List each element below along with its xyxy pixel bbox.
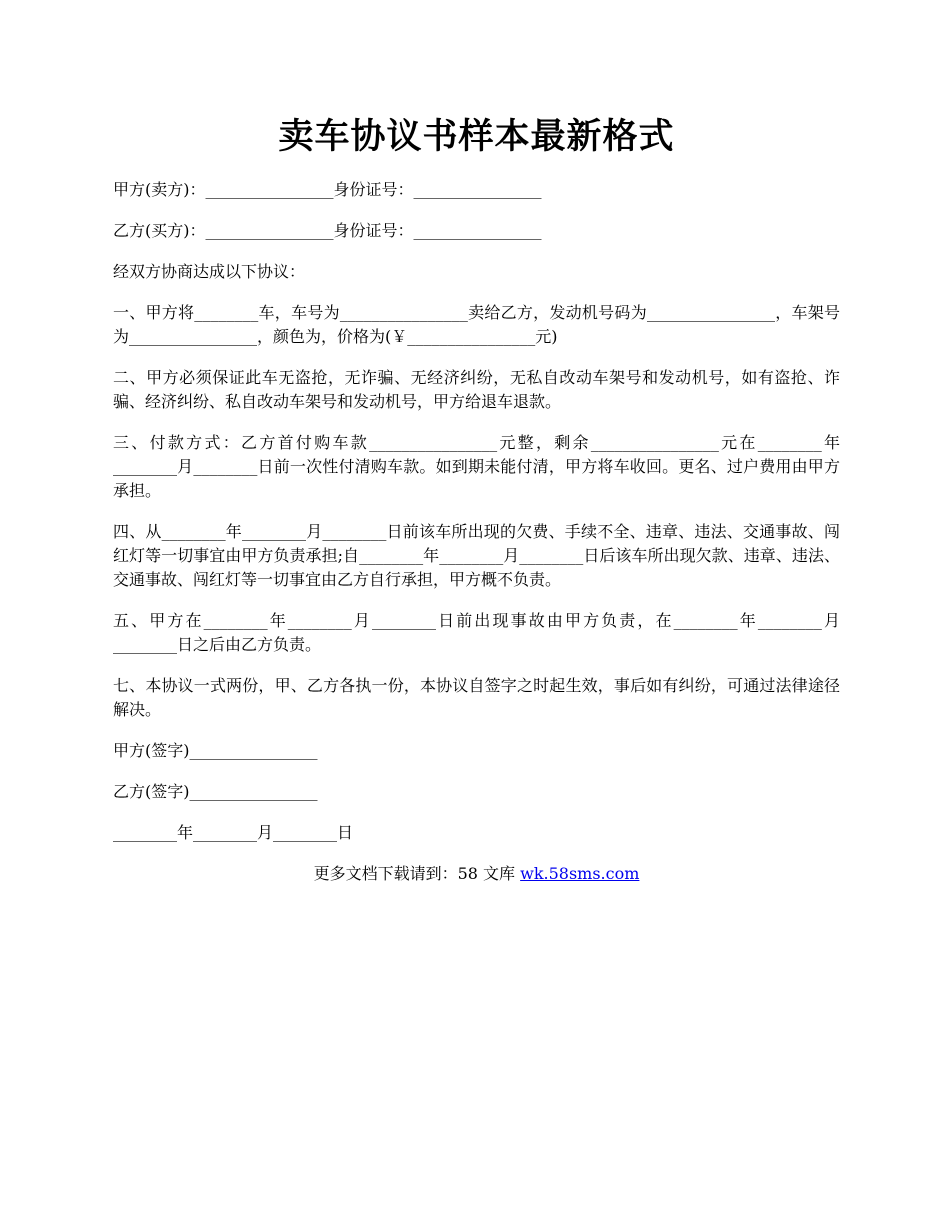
party-b-signature: 乙方(签字)________________ [113, 782, 318, 801]
clause-4: 四、从________年________月________日前该车所出现的欠费、手续不全、违章、违法、交通事故、闯红灯等一切事宜由甲方负责承担;自________年________月________日后该车所出现欠款、违章、违法、交通事故、闯红灯等一切事宜由乙方自行承担，甲方概不负责。 [113, 522, 840, 589]
clause-3: 三、付款方式：乙方首付购车款________________元整，剩余________________元在________年________月________日前一次性付清购车款。如到期未能付清，甲方将车收回。更名、过户费用由甲方承担。 [113, 433, 840, 500]
footer [113, 862, 840, 886]
clause-7: 七、本协议一式两份，甲、乙方各执一份，本协议自签字之时起生效，事后如有纠纷，可通过法律途径解决。 [113, 676, 840, 719]
signing-date: ________年________月________日 [113, 823, 354, 842]
clause-5: 五、甲方在________年________月________日前出现事故由甲方负责，在________年________月________日之后由乙方负责。 [113, 611, 840, 654]
agreement-intro: 经双方协商达成以下协议： [113, 262, 306, 281]
document-page [113, 108, 840, 886]
document-title: 卖车协议书样本最新格式 [278, 116, 675, 157]
party-a-line: 甲方(卖方)：________________身份证号：________________ [113, 180, 542, 199]
footer-text: 更多文档下载请到：58 文库 [313, 864, 521, 883]
footer-link[interactable]: wk.58sms.com [520, 864, 640, 883]
clause-1: 一、甲方将________车，车号为________________卖给乙方，发动机号码为________________，车架号为________________，颜色为，价格为(￥________________元) [113, 303, 840, 346]
party-a-signature: 甲方(签字)________________ [113, 741, 318, 760]
clause-2: 二、甲方必须保证此车无盗抢，无诈骗、无经济纠纷，无私自改动车架号和发动机号，如有盗抢、诈骗、经济纠纷、私自改动车架号和发动机号，甲方给退车退款。 [113, 368, 840, 411]
party-b-line: 乙方(买方)：________________身份证号：________________ [113, 221, 542, 240]
